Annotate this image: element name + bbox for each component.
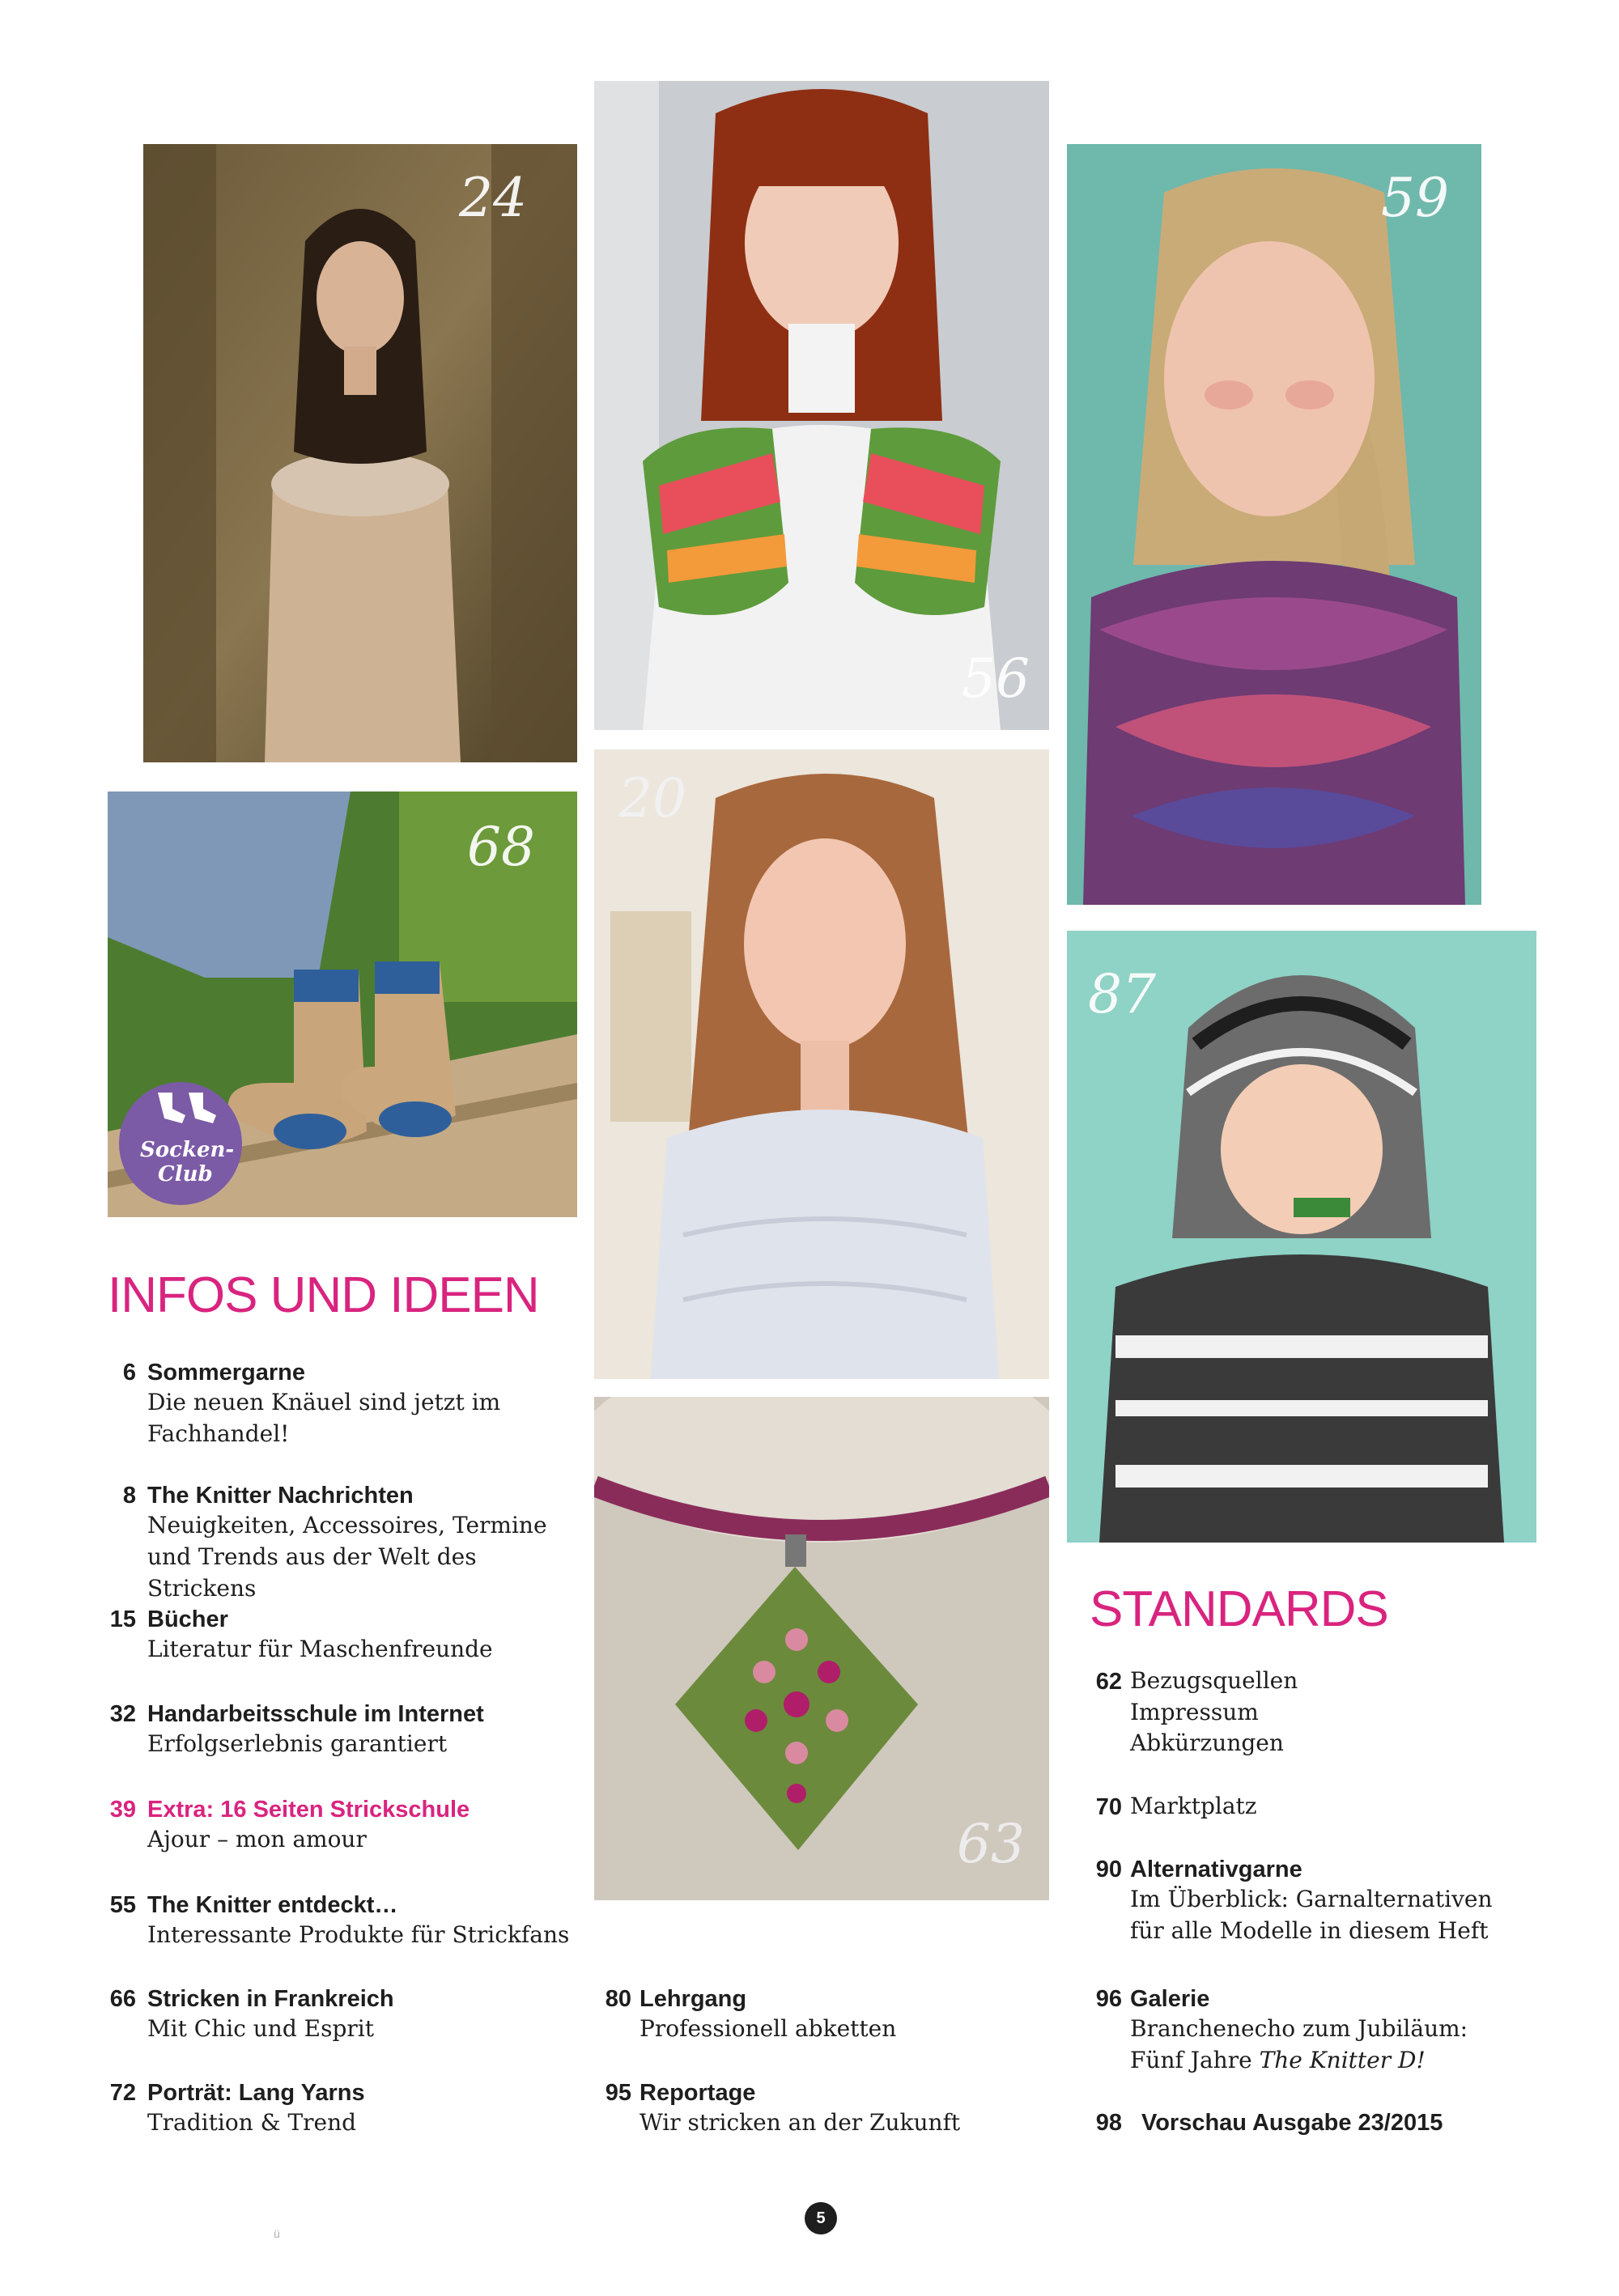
page-number-label: 24 [459, 167, 527, 229]
infos-entry-1 [122, 1481, 584, 1604]
entry-subtitle: Im Überblick: Garnalternativen [1130, 1886, 1493, 1913]
entry-subtitle: Bezugsquellen [1130, 1667, 1298, 1694]
entry-page-number: 8 [122, 1483, 136, 1509]
entry-page-number: 62 [1095, 1669, 1122, 1695]
page-number-label: 87 [1088, 963, 1156, 1025]
standards-entry-2 [1095, 1855, 1535, 1947]
page-number-label: 56 [962, 647, 1030, 710]
entry-subtitle-italic: The Knitter D! [1259, 2046, 1426, 2073]
entry-page-number: 98 [1095, 2110, 1122, 2136]
standards-entry-1 [1095, 1793, 1535, 1823]
photo-lace-top [594, 749, 1049, 1379]
page-number-label: 63 [957, 1813, 1025, 1875]
page-number-label: 59 [1381, 167, 1449, 229]
entry-page-number: 70 [1095, 1794, 1122, 1820]
standards-entry-0 [1095, 1667, 1535, 1759]
entry-page-number: 6 [122, 1360, 136, 1386]
entry-subtitle: Mit Chic und Esprit [147, 2015, 374, 2043]
entry-title: The Knitter Nachrichten [147, 1483, 414, 1509]
entry-title: Porträt: Lang Yarns [147, 2080, 365, 2106]
entry-page-number: 90 [1095, 1857, 1122, 1882]
entry-page-number: 15 [109, 1606, 136, 1632]
section-heading-standards: STANDARDS [1090, 1581, 1388, 1637]
entry-subtitle: Neuigkeiten, Accessoires, Termine [147, 1512, 547, 1539]
entry-title: Galerie [1130, 1986, 1210, 2012]
photo-striped-bolero [594, 81, 1049, 730]
entry-subtitle: Die neuen Knäuel sind jetzt im [147, 1389, 501, 1416]
socken-club-badge-line1: Socken- [140, 1138, 235, 1162]
section-heading-infos: INFOS UND IDEEN [108, 1267, 539, 1323]
entry-title: Stricken in Frankreich [147, 1986, 394, 2012]
entry-page-number: 95 [605, 2080, 631, 2106]
entry-title: Alternativgarne [1130, 1857, 1302, 1882]
photo-cowl-scarf [1067, 144, 1481, 905]
entry-subtitle: für alle Modelle in diesem Heft [1130, 1916, 1489, 1944]
infos-entry-2 [109, 1605, 584, 1666]
entry-subtitle [1130, 2045, 1535, 2077]
infos-entry-5 [109, 1891, 584, 1951]
entry-page-number: 96 [1095, 1986, 1122, 2012]
standards-entry-4 [1095, 2108, 1535, 2137]
page-number: 5 [805, 2202, 837, 2234]
entry-page-number: 80 [605, 1986, 631, 2012]
entry-subtitle: Branchenecho zum Jubiläum: [1130, 2015, 1468, 2043]
standards-entry-3 [1095, 1984, 1535, 2077]
middle-entry-0 [605, 1984, 1044, 2045]
infos-entry-0 [122, 1358, 584, 1450]
entry-subtitle: Ajour – mon amour [147, 1826, 367, 1853]
entry-subtitle: Professionell abketten [640, 2015, 897, 2043]
entry-page-number: 39 [109, 1797, 136, 1823]
entry-title: Handarbeitsschule im Internet [147, 1701, 484, 1727]
socken-club-badge-line2: Club [158, 1162, 213, 1186]
entry-title: Reportage [640, 2080, 756, 2106]
photo-summer-top [143, 144, 577, 762]
entry-subtitle: Tradition & Trend [147, 2109, 357, 2137]
infos-entry-4 [109, 1795, 584, 1856]
entry-page-number: 66 [109, 1986, 136, 2012]
entry-title: The Knitter entdeckt… [147, 1892, 398, 1918]
photo-baby-sweater [1067, 931, 1536, 1543]
entry-page-number: 55 [109, 1892, 136, 1918]
entry-subtitle: und Trends aus der Welt des Strickens [147, 1543, 477, 1602]
entry-page-number: 72 [109, 2080, 136, 2106]
entry-title: Bücher [147, 1606, 228, 1632]
entry-subtitle: Erfolgserlebnis garantiert [147, 1730, 448, 1758]
infos-entry-3 [109, 1700, 584, 1760]
page-number-label: 20 [618, 767, 686, 830]
photo-beaded-pendant [594, 1397, 1049, 1900]
entry-subtitle: Fachhandel! [147, 1420, 290, 1447]
entry-subtitle: Marktplatz [1130, 1793, 1257, 1819]
photo-socks [108, 792, 577, 1217]
entry-subtitle: Abkürzungen [1130, 1729, 1284, 1757]
entry-title: Vorschau Ausgabe 23/2015 [1141, 2110, 1443, 2136]
entry-subtitle-part: Fünf Jahre [1130, 2046, 1260, 2073]
entry-title: Extra: 16 Seiten Strickschule [147, 1797, 470, 1823]
middle-entry-1 [605, 2078, 1044, 2139]
entry-subtitle: Literatur für Maschenfreunde [147, 1636, 493, 1663]
entry-title: Lehrgang [640, 1986, 747, 2012]
entry-subtitle: Wir stricken an der Zukunft [640, 2109, 961, 2137]
infos-entry-7 [109, 2078, 584, 2139]
entry-title: Sommergarne [147, 1360, 306, 1386]
footer-mark: ü [274, 2227, 280, 2240]
entry-subtitle: Interessante Produkte für Strickfans [147, 1921, 570, 1949]
entry-page-number: 32 [109, 1701, 136, 1727]
page-number-label: 68 [467, 816, 535, 878]
entry-subtitle: Impressum [1130, 1698, 1259, 1725]
infos-entry-6 [109, 1984, 584, 2045]
